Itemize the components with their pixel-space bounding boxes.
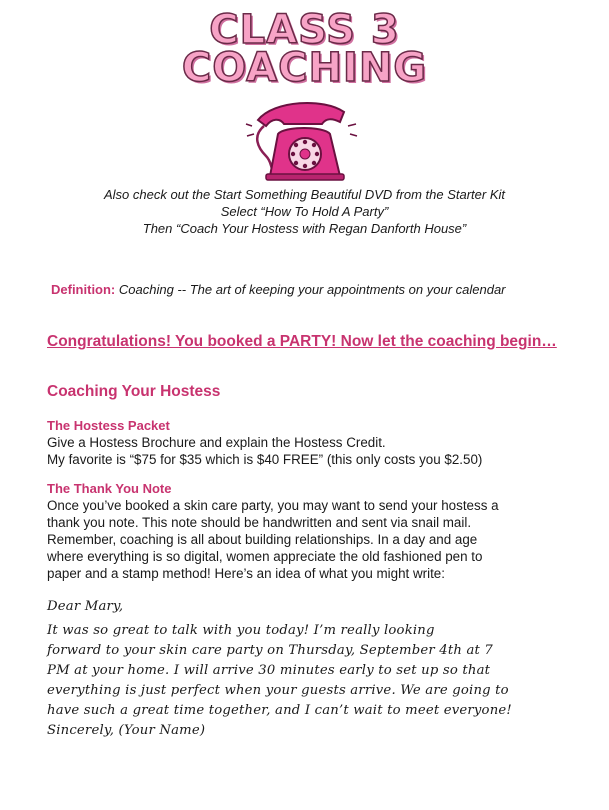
thank-you-line: Remember, coaching is all about building relationships. In a day and age [47,532,478,547]
thank-you-line: where everything is so digital, women appreciate the old fashioned pen to [47,549,483,564]
definition [51,282,506,297]
page-title-line2: COACHING [181,45,428,91]
thank-you-heading: The Thank You Note [47,481,172,496]
letter-signoff: Sincerely, (Your Name) [47,723,206,738]
hostess-packet-line: My favorite is “$75 for $35 which is $40 FREE” (this only costs you $2.50) [47,452,483,467]
thank-you-line: Once you’ve booked a skin care party, you may want to send your hostess a [47,498,499,513]
letter-line: everything is just perfect when your guests arrive. We are going to [47,683,509,698]
hostess-packet-line: Give a Hostess Brochure and explain the Hostess Credit. [47,435,386,450]
rotary-phone-icon [244,96,362,184]
dvd-note-line1: Also check out the Start Something Beautiful DVD from the Starter Kit [103,187,506,202]
hostess-packet-heading: The Hostess Packet [47,418,170,433]
letter-greeting: Dear Mary, [47,599,124,614]
page-title-line1: CLASS 3 [209,7,400,53]
thank-you-line: thank you note. This note should be handwritten and sent via snail mail. [47,515,472,530]
dvd-note-line3: Then “Coach Your Hostess with Regan Danforth House” [142,221,467,236]
congrats-banner: Congratulations! You booked a PARTY! Now let the coaching begin… [47,333,557,350]
letter-line: forward to your skin care party on Thursday, September 4th at 7 [47,643,493,658]
definition-label: Definition: [51,282,116,297]
section-title: Coaching Your Hostess [47,383,221,400]
dvd-note-line2: Select “How To Hold A Party” [220,204,389,219]
letter-line: PM at your home. I will arrive 30 minutes early to set up so that [47,663,491,678]
thank-you-line: paper and a stamp method! Here’s an idea of what you might write: [47,566,445,581]
letter-line: It was so great to talk with you today! I’m really looking [47,623,435,638]
definition-text: Coaching -- The art of keeping your appointments on your calendar [118,282,506,297]
letter-line: have such a great time together, and I can’t wait to meet everyone! [47,703,512,718]
